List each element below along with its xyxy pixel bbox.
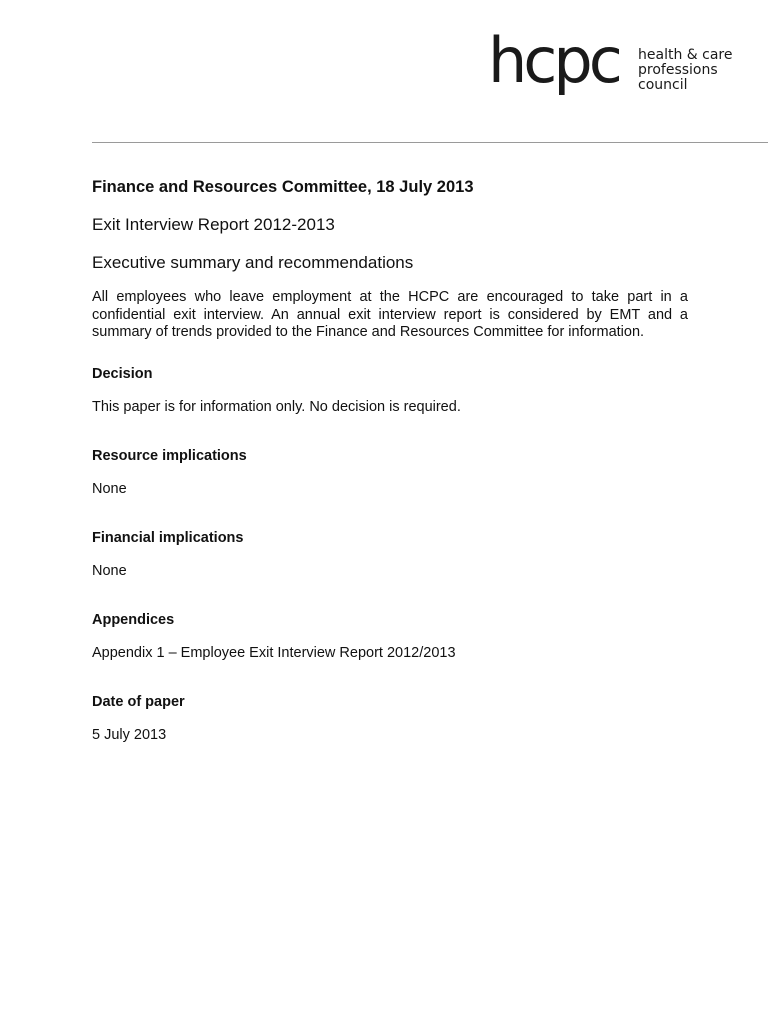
section-heading-date-of-paper: Date of paper bbox=[92, 693, 185, 710]
header-divider bbox=[92, 142, 768, 143]
section-body-decision: This paper is for information only. No decision is required. bbox=[92, 398, 461, 415]
document-body bbox=[92, 178, 688, 776]
logo-word-line: health & care bbox=[638, 47, 733, 63]
logo-mark: hcpc bbox=[488, 24, 619, 97]
hcpc-logo bbox=[488, 24, 738, 108]
paper-subtitle: Executive summary and recommendations bbox=[92, 253, 414, 272]
section-heading-appendices: Appendices bbox=[92, 611, 175, 628]
paper-title: Exit Interview Report 2012-2013 bbox=[92, 215, 335, 234]
section-heading-financial-implications: Financial implications bbox=[92, 529, 244, 546]
logo-word-line: professions bbox=[638, 62, 718, 78]
section-body-date-of-paper: 5 July 2013 bbox=[92, 726, 167, 743]
logo-wordmark bbox=[638, 48, 732, 93]
section-heading-resource-implications: Resource implications bbox=[92, 447, 247, 464]
section-heading-decision: Decision bbox=[92, 365, 153, 382]
section-body-financial-implications: None bbox=[92, 562, 127, 579]
section-body-appendices: Appendix 1 – Employee Exit Interview Report 2012/2013 bbox=[92, 644, 456, 661]
meeting-heading: Finance and Resources Committee, 18 July 2013 bbox=[92, 178, 474, 196]
section-body-resource-implications: None bbox=[92, 480, 127, 497]
intro-paragraph: All employees who leave employment at the HCPC are encouraged to take part in a confidential exit interview. An annual exit interview report is considered by EMT and a summary of trends provided to the Finance and Resources Committee for information. bbox=[92, 289, 688, 340]
logo-word-line: council bbox=[638, 77, 688, 93]
